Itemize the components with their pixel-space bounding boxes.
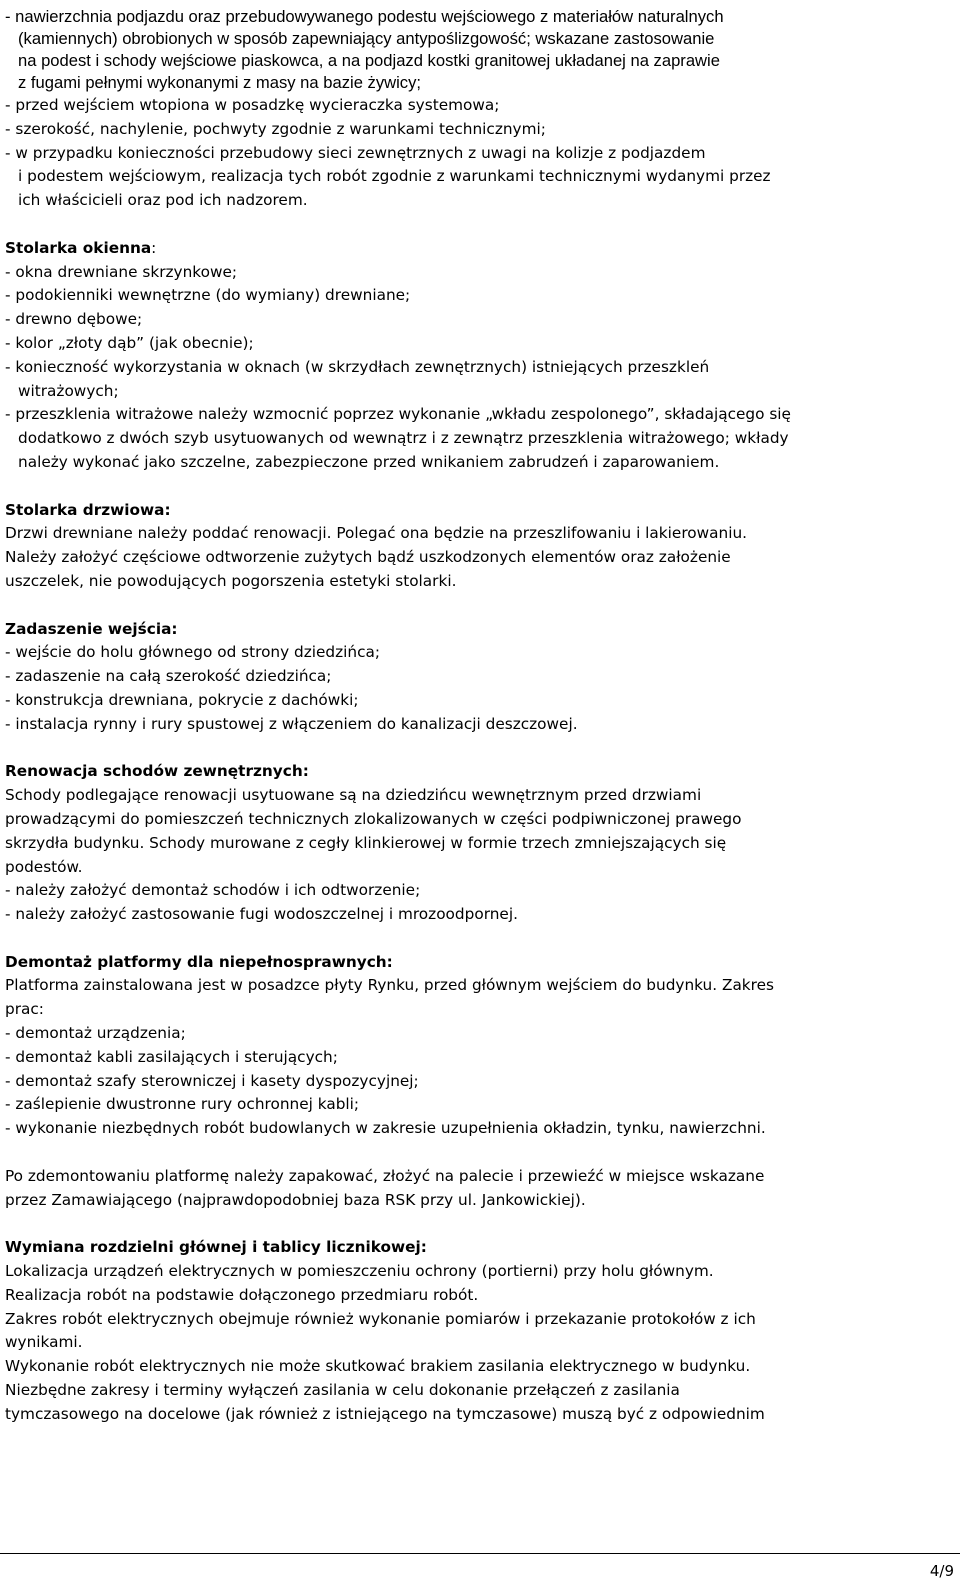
text-line: skrzydła budynku. Schody murowane z cegły klinkierowej w formie trzech zmniejszających się: [5, 833, 727, 852]
section-heading-wymiana: Wymiana rozdzielni głównej i tablicy licznikowej:: [5, 1238, 427, 1257]
text-line: prowadzącymi do pomieszczeń technicznych zlokalizowanych w części podpiwniczonej prawego: [5, 809, 742, 828]
text-line: przez Zamawiającego (najprawdopodobniej baza RSK przy ul. Jankowickiej).: [5, 1190, 586, 1209]
text-line: uszczelek, nie powodujących pogorszenia estetyki stolarki.: [5, 571, 457, 590]
text-line: - zadaszenie na całą szerokość dziedzińca;: [5, 667, 332, 686]
spacer: [5, 213, 953, 237]
text-line: - instalacja rynny i rury spustowej z włączeniem do kanalizacji deszczowej.: [5, 714, 578, 733]
text-line: - demontaż szafy sterowniczej i kasety dyspozycyjnej;: [5, 1071, 419, 1090]
section-heading-renowacja: Renowacja schodów zewnętrznych:: [5, 762, 309, 781]
spacer: [5, 737, 953, 761]
text-line: - zaślepienie dwustronne rury ochronnej kabli;: [5, 1095, 360, 1114]
text-line: - podokienniki wewnętrzne (do wymiany) drewniane;: [5, 286, 411, 305]
intro-section: [5, 6, 953, 94]
text-line: - w przypadku konieczności przebudowy sieci zewnętrznych z uwagi na kolizje z podjazdem: [5, 143, 706, 162]
text-line: i podestem wejściowym, realizacja tych robót zgodnie z warunkami technicznymi wydanymi przez: [18, 167, 771, 186]
text-line: - należy założyć demontaż schodów i ich odtworzenie;: [5, 881, 421, 900]
spacer: [5, 475, 953, 499]
text-line: witrażowych;: [18, 381, 119, 400]
text-line: Wykonanie robót elektrycznych nie może skutkować brakiem zasilania elektrycznego w budynku.: [5, 1357, 751, 1376]
spacer: [5, 594, 953, 618]
text-line: - należy założyć zastosowanie fugi wodoszczelnej i mrozoodpornej.: [5, 905, 518, 924]
text-line: - okna drewniane skrzynkowe;: [5, 262, 238, 281]
text-line: Zakres robót elektrycznych obejmuje również wykonanie pomiarów i przekazanie protokołów z ich: [5, 1309, 756, 1328]
heading-text: Stolarka okienna: [5, 238, 152, 257]
spacer: [5, 927, 953, 951]
text-line: - demontaż kabli zasilających i sterujących;: [5, 1047, 338, 1066]
text-line: należy wykonać jako szczelne, zabezpieczone przed wnikaniem zabrudzeń i zaparowaniem.: [18, 452, 720, 471]
text-line: - kolor „złoty dąb” (jak obecnie);: [5, 333, 254, 352]
text-line: tymczasowego na docelowe (jak również z istniejącego na tymczasowe) muszą być z odpowiednim: [5, 1404, 765, 1423]
text-line: prac:: [5, 1000, 44, 1019]
text-line: - konstrukcja drewniana, pokrycie z dachówki;: [5, 690, 359, 709]
text-line: Lokalizacja urządzeń elektrycznych w pomieszczeniu ochrony (portierni) przy holu głównym.: [5, 1262, 714, 1281]
text-line: - konieczność wykorzystania w oknach (w skrzydłach zewnętrznych) istniejących przeszkleń: [5, 357, 710, 376]
text-line: Niezbędne zakresy i terminy wyłączeń zasilania w celu dokonanie przełączeń z zasilania: [5, 1381, 680, 1400]
text-line: - wykonanie niezbędnych robót budowlanych w zakresie uzupełnienia okładzin, tynku, nawierzchni.: [5, 1119, 766, 1138]
document-page: [5, 6, 953, 1427]
section-heading-zadaszenie: Zadaszenie wejścia:: [5, 619, 178, 638]
text-line: Po zdemontowaniu platformę należy zapakować, złożyć na palecie i przewieźć w miejsce wskazane: [5, 1166, 765, 1185]
text-line: Schody podlegające renowacji usytuowane są na dziedzińcu wewnętrznym przed drzwiami: [5, 786, 702, 805]
section-heading-stolarka-okienna: [5, 237, 953, 261]
text-line: ich właścicieli oraz pod ich nadzorem.: [18, 191, 308, 210]
section-heading-demontaz: Demontaż platformy dla niepełnosprawnych:: [5, 952, 393, 971]
intro-continued: [5, 94, 953, 1427]
text-line: - przed wejściem wtopiona w posadzkę wycieraczka systemowa;: [5, 96, 500, 114]
text-line: wynikami.: [5, 1333, 83, 1352]
section-heading-stolarka-drzwiowa: Stolarka drzwiowa:: [5, 500, 171, 519]
text-line: Platforma zainstalowana jest w posadzce płyty Rynku, przed głównym wejściem do budynku. Zakres: [5, 976, 775, 995]
page-number: 4/9: [929, 1562, 954, 1580]
text-line: Realizacja robót na podstawie dołączonego przedmiaru robót.: [5, 1285, 479, 1304]
footer-divider: [0, 1553, 960, 1554]
text-line: - nawierzchnia podjazdu oraz przebudowywanego podestu wejściowego z materiałów naturalnych: [5, 7, 724, 26]
text-line: - szerokość, nachylenie, pochwyty zgodnie z warunkami technicznymi;: [5, 119, 546, 138]
text-line: - wejście do holu głównego od strony dziedzińca;: [5, 643, 381, 662]
heading-suffix: :: [151, 238, 157, 257]
text-line: na podest i schody wejściowe piaskowca, a na podjazd kostki granitowej układanej na zaprawie: [18, 51, 720, 70]
text-line: - demontaż urządzenia;: [5, 1024, 186, 1043]
text-line: dodatkowo z dwóch szyb usytuowanych od wewnątrz i z zewnątrz przeszklenia witrażowego; wkłady: [18, 429, 789, 448]
text-line: Drzwi drewniane należy poddać renowacji. Polegać ona będzie na przeszlifowaniu i lakierowaniu.: [5, 524, 748, 543]
text-line: (kamiennych) obrobionych w sposób zapewniający antypoślizgowość; wskazane zastosowanie: [18, 29, 715, 48]
text-line: podestów.: [5, 857, 83, 876]
text-line: - drewno dębowe;: [5, 310, 143, 329]
text-line: Należy założyć częściowe odtworzenie zużytych bądź uszkodzonych elementów oraz założenie: [5, 548, 731, 567]
text-line: - przeszklenia witrażowe należy wzmocnić poprzez wykonanie „wkładu zespolonego”, składającego się: [5, 405, 791, 424]
text-line: z fugami pełnymi wykonanymi z masy na bazie żywicy;: [18, 73, 421, 92]
spacer: [5, 1212, 953, 1236]
spacer: [5, 1141, 953, 1165]
